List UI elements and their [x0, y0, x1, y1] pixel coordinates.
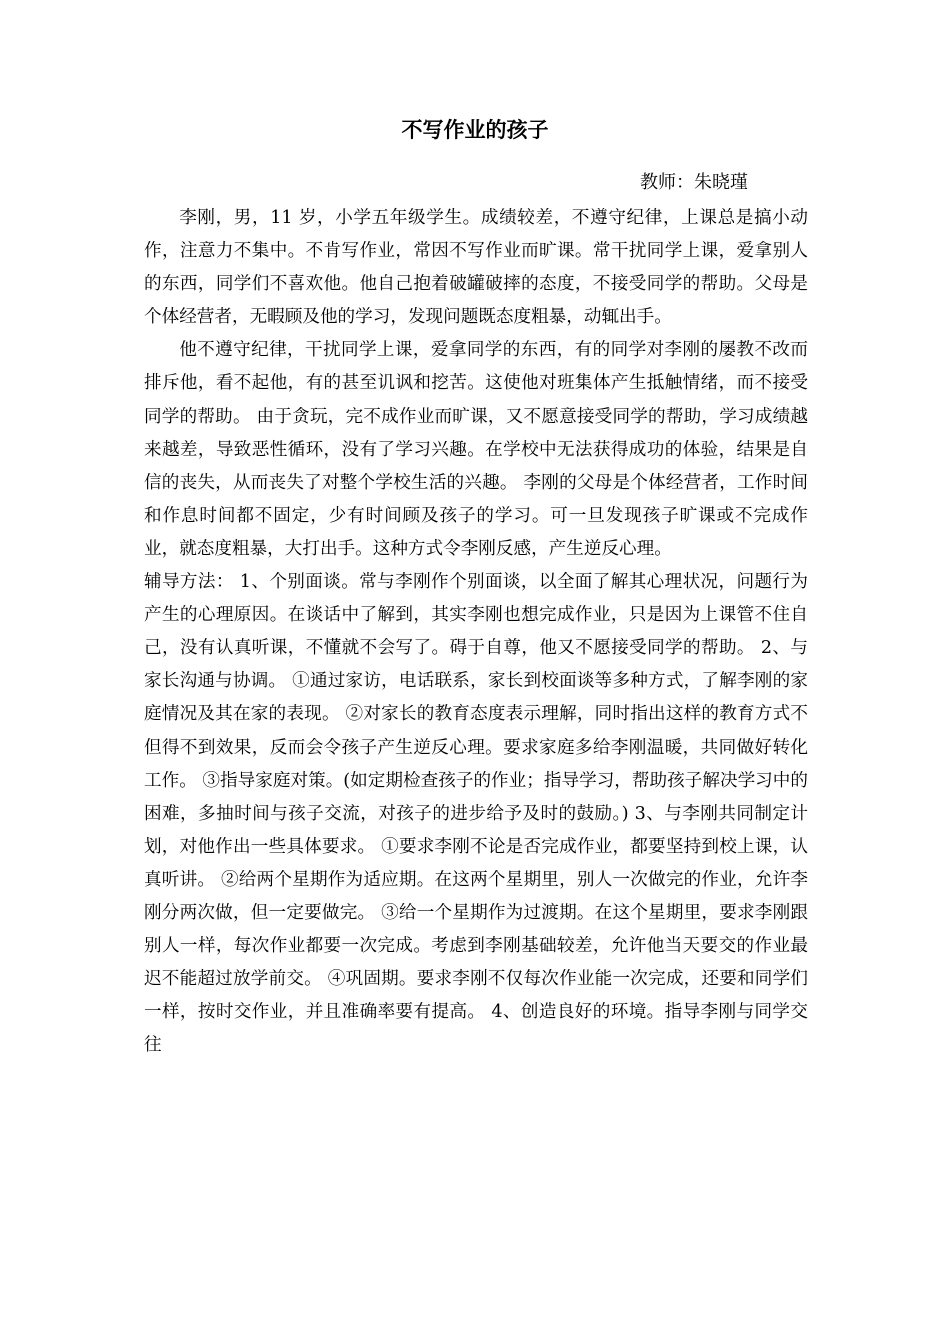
document-title: 不写作业的孩子 — [401, 117, 549, 142]
author-line: 教师：朱晓瑾 — [640, 172, 748, 193]
paragraph-cause-analysis: 他不遵守纪律，干扰同学上课，爱拿同学的东西，有的同学对李刚的屡教不改而排斥他，看不起他，有的甚至讥讽和挖苦。这使他对班集体产生抵触情绪，而不接受同学的帮助。 由于贪玩，完不成作业而旷课，又不愿意接受同学的帮助，学习成绩越来越差，导致恶性循环，没有了学习兴趣。在学校中无法获得成功的体验，结果是自信的丧失，从而丧失了对整个学校生活的兴趣。 李刚的父母是个体经营者，工作时间和作息时间都不固定，少有时间顾及孩子的学习。可一旦发现孩子旷课或不完成作业，就态度粗暴，大打出手。这种方式令李刚反感，产生逆反心理。 — [144, 340, 808, 559]
paragraph-case-background: 李刚，男，11 岁，小学五年级学生。成绩较差，不遵守纪律，上课总是搞小动作，注意力不集中。不肯写作业，常因不写作业而旷课。常干扰同学上课，爱拿别人的东西，同学们不喜欢他。他自己抱着破罐破摔的态度，不接受同学的帮助。父母是个体经营者，无暇顾及他的学习，发现问题既态度粗暴，动辄出手。 — [144, 208, 808, 328]
document-body — [144, 202, 808, 1062]
paragraph-counseling-methods: 辅导方法： 1、个别面谈。常与李刚作个别面谈，以全面了解其心理状况，问题行为产生的心理原因。在谈话中了解到，其实李刚也想完成作业，只是因为上课管不住自己，没有认真听课，不懂就不会写了。碍于自尊，他又不愿接受同学的帮助。 2、与家长沟通与协调。 ①通过家访，电话联系，家长到校面谈等多种方式，了解李刚的家庭情况及其在家的表现。 ②对家长的教育态度表示理解，同时指出这样的教育方式不但得不到效果，反而会令孩子产生逆反心理。要求家庭多给李刚温暖，共同做好转化工作。 ③指导家庭对策。(如定期检查孩子的作业；指导学习，帮助孩子解决学习中的困难，多抽时间与孩子交流，对孩子的进步给予及时的鼓励。) 3、与李刚共同制定计划，对他作出一些具体要求。 ①要求李刚不论是否完成作业，都要坚持到校上课，认真听讲。 ②给两个星期作为适应期。在这两个星期里，别人一次做完的作业，允许李刚分两次做，但一定要做完。 ③给一个星期作为过渡期。在这个星期里，要求李刚跟别人一样，每次作业都要一次完成。考虑到李刚基础较差，允许他当天要交的作业最迟不能超过放学前交。 ④巩固期。要求李刚不仅每次作业能一次完成，还要和同学们一样，按时交作业，并且准确率要有提高。 4、创造良好的环境。指导李刚与同学交往 — [144, 572, 808, 1056]
